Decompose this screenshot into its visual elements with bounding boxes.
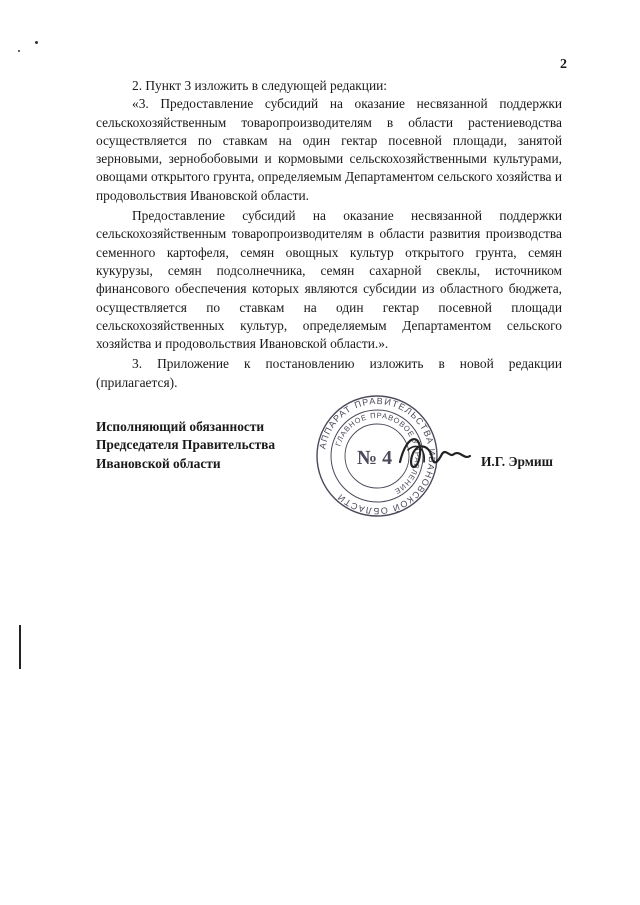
document-body: [96, 77, 562, 392]
signer-name: И.Г. Эрмиш: [481, 454, 553, 469]
signatory-title-line-1: Исполняющий обязанности: [96, 419, 265, 434]
scan-speck: [18, 50, 20, 52]
paragraph-quoted-point-3: «3. Предоставление субсидий на оказание несвязанной поддержки сельскохозяйственным товаропроизводителям в области растениеводства осуществляется по ставкам на один гектар посевной площади, занятой зерновыми, зернобобовыми и кормовыми сельскохозяйственными культурами, овощами открытого грунта, определяемым Департаментом сельского хозяйства и продовольствия Ивановской области.: [96, 96, 562, 203]
svg-text:№ 4: № 4: [357, 447, 393, 469]
svg-text:ГЛАВНОЕ ПРАВОВОЕ УПРАВЛЕНИЕ: ГЛАВНОЕ ПРАВОВОЕ УПРАВЛЕНИЕ: [333, 410, 423, 497]
signatory-title-line-2: Председателя Правительства: [96, 437, 276, 453]
paragraph-item-2: 2. Пункт 3 изложить в следующей редакции:: [132, 78, 388, 93]
seal-icon: [312, 392, 492, 522]
official-seal-and-signature: [312, 392, 492, 522]
svg-text:АППАРАТ ПРАВИТЕЛЬСТВА ИВАНОВСК: АППАРАТ ПРАВИТЕЛЬСТВА ИВАНОВСКОЙ ОБЛАСТИ: [317, 395, 438, 517]
paragraph-item-3: 3. Приложение к постановлению изложить в новой редакции (прилагается).: [96, 356, 562, 390]
signatory-title-line-3: Ивановской области: [96, 455, 221, 471]
page-number: 2: [560, 57, 567, 72]
paragraph-subsidy-seeds: Предоставление субсидий на оказание несвязанной поддержки сельскохозяйственным товаропроизводителям в области развития производства семенного картофеля, семян овощных культур открытого грунта, семян кукурузы, семян подсолнечника, семян сахарной свеклы, источником финансового обеспечения которых являются субсидии из областного бюджета, осуществляется по ставкам на один гектар посевной площади сельскохозяйственных культур, определяемым Департаментом сельского хозяйства и продовольствия Ивановской области.».: [96, 208, 562, 352]
scan-speck: [35, 41, 38, 44]
signatory-title: [96, 418, 275, 473]
scan-edge-mark: [19, 625, 21, 669]
